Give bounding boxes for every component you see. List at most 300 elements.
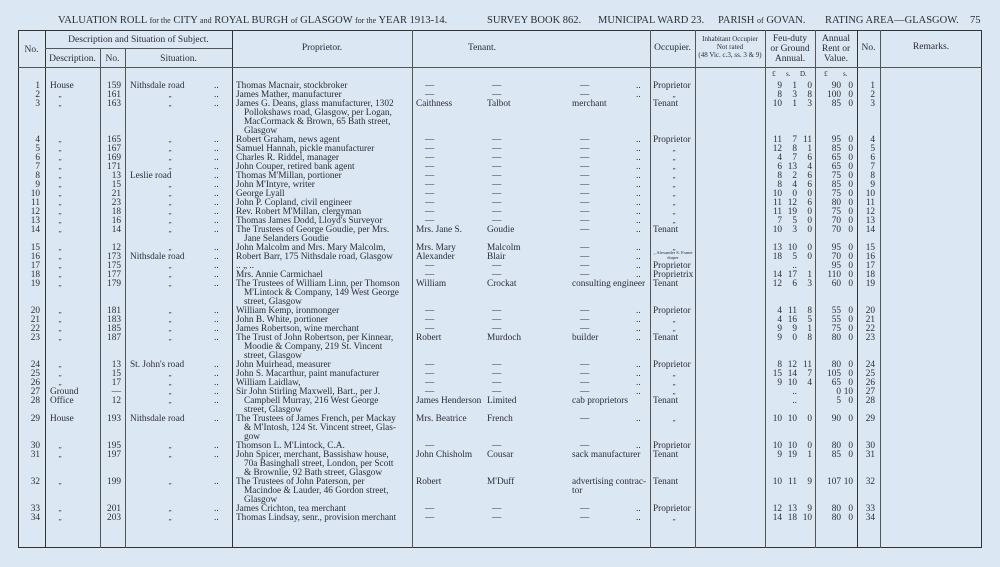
- leader-dots: ..: [214, 225, 219, 235]
- row-number-right: 3: [870, 99, 875, 109]
- description: „: [58, 100, 62, 108]
- tenant-surname: —: [492, 378, 502, 388]
- tenant-occupation: —: [580, 513, 590, 523]
- title-text: for the: [149, 16, 171, 25]
- description: „: [58, 253, 62, 261]
- annual-pounds: 105: [827, 369, 841, 379]
- occupier: Tenant: [653, 396, 679, 406]
- annual-pounds: 100: [827, 90, 841, 100]
- occupier: „: [672, 379, 676, 387]
- row-number: 27: [30, 387, 40, 397]
- row-number: 10: [30, 189, 40, 199]
- row-number: 33: [30, 504, 40, 514]
- tenant-surname: Murdoch: [487, 333, 522, 343]
- description: „: [58, 262, 62, 270]
- occupier: „: [672, 217, 676, 225]
- tenant-first-name: Mrs. Mary: [416, 243, 456, 253]
- situation: „: [168, 181, 172, 189]
- parish-text: PARISH: [718, 15, 755, 26]
- annual-pounds: 75: [831, 324, 841, 334]
- leader-dots: ..: [214, 369, 219, 379]
- house-number: 179: [107, 279, 121, 289]
- description: „: [58, 226, 62, 234]
- leader-dots: ..: [636, 441, 641, 451]
- tenant-surname: —: [492, 198, 502, 208]
- tenant-surname: —: [492, 315, 502, 325]
- feu-shillings: 5: [792, 252, 797, 262]
- parish-text: of: [757, 16, 764, 25]
- leader-dots: ..: [214, 306, 219, 316]
- annual-shillings: 0: [848, 135, 853, 145]
- row-number-right: 7: [870, 162, 875, 172]
- tenant-first-name: —: [425, 504, 435, 514]
- feu-shillings: ..: [792, 387, 797, 397]
- occupier: „: [672, 244, 676, 252]
- house-number: 161: [107, 90, 121, 100]
- house-number: 193: [107, 414, 121, 424]
- feu-pounds: 9: [777, 450, 782, 460]
- occupier: „: [672, 91, 676, 99]
- tenant-surname: —: [492, 324, 502, 334]
- title-text: CITY: [173, 15, 198, 26]
- description: „: [58, 316, 62, 324]
- proprietor: James Crichton, tea merchant: [236, 504, 346, 514]
- row-number: 2: [35, 90, 40, 100]
- table-row: [0, 397, 1000, 415]
- row-number: 9: [35, 180, 40, 190]
- occupier: „: [672, 172, 676, 180]
- row-number: 12: [30, 207, 40, 217]
- annual-pounds: 90: [831, 414, 841, 424]
- house-number: 17: [111, 378, 121, 388]
- house-number: 12: [111, 243, 121, 253]
- tenant-first-name: —: [425, 369, 435, 379]
- row-number: 15: [30, 243, 40, 253]
- house-number: 203: [107, 513, 121, 523]
- tenant-surname: Crockat: [487, 279, 517, 289]
- tenant-first-name: Caithness: [416, 99, 453, 109]
- feu-shillings: 10: [787, 243, 797, 253]
- leader-dots: ..: [636, 189, 641, 199]
- tenant-surname: —: [492, 207, 502, 217]
- feu-shillings: 2: [792, 171, 797, 181]
- title-roll: [58, 15, 447, 26]
- annual-pounds: 60: [831, 279, 841, 289]
- tenant-surname: Talbot: [487, 99, 511, 109]
- row-number: 24: [30, 360, 40, 370]
- tenant-surname: —: [492, 189, 502, 199]
- feu-pence: 0: [807, 225, 812, 235]
- annual-pounds: 65: [831, 378, 841, 388]
- annual-shillings: 0: [848, 369, 853, 379]
- feu-shillings: 0: [792, 333, 797, 343]
- situation: „: [168, 442, 172, 450]
- feu-pounds: 12: [772, 504, 782, 514]
- row-number-right: 8: [870, 171, 875, 181]
- feu-shillings: 17: [787, 270, 797, 280]
- row-number-right: 5: [870, 144, 875, 154]
- annual-pounds: 75: [831, 171, 841, 181]
- feu-pence: 0: [807, 441, 812, 451]
- header-inhabitant: [695, 35, 765, 59]
- tenant-occupation: —: [580, 162, 590, 172]
- situation: „: [168, 307, 172, 315]
- tenant-surname: —: [492, 144, 502, 154]
- leader-dots: ..: [214, 153, 219, 163]
- description: „: [58, 478, 62, 486]
- proprietor: James Mather, manufacturer: [236, 90, 342, 100]
- row-number-right: 23: [865, 333, 875, 343]
- header-remarks: Remarks.: [912, 42, 950, 52]
- parish: [718, 15, 806, 26]
- proprietor: Sir John Stirling Maxwell, Bart., per J.: [236, 387, 381, 397]
- leader-dots: ..: [214, 90, 219, 100]
- feu-pence: 0: [807, 207, 812, 217]
- proprietor: James Robertson, wine merchant: [236, 324, 359, 334]
- rating-area: RATING AREA—GLASGOW.: [825, 15, 959, 26]
- tenant-first-name: —: [425, 180, 435, 190]
- feu-pence: 10: [802, 513, 812, 523]
- proprietor: The Trustees of George Goudie, per Mrs. Jane Selanders Goudie: [236, 225, 390, 244]
- leader-dots: ..: [214, 504, 219, 514]
- row-number: 32: [30, 477, 40, 487]
- feu-pounds: 4: [777, 153, 782, 163]
- row-number: 8: [35, 171, 40, 181]
- annual-shillings: 0: [848, 189, 853, 199]
- leader-dots: ..: [214, 171, 219, 181]
- situation: „: [168, 154, 172, 162]
- feu-pounds: 9: [777, 378, 782, 388]
- row-number: 20: [30, 306, 40, 316]
- annual-shillings: 0: [848, 324, 853, 334]
- header-line: Annual: [822, 34, 850, 44]
- feu-pounds: 8: [777, 360, 782, 370]
- house-number: 13: [111, 171, 121, 181]
- description: „: [58, 271, 62, 279]
- feu-shillings: 10: [787, 414, 797, 424]
- header-line: Rent or: [821, 44, 851, 54]
- house-number: 187: [107, 333, 121, 343]
- row-number: 18: [30, 270, 40, 280]
- tenant-occupation: —: [580, 360, 590, 370]
- header-line: or Ground: [770, 44, 810, 54]
- leader-dots: ..: [214, 279, 219, 289]
- leader-dots: ..: [636, 198, 641, 208]
- annual-shillings: 10: [843, 387, 853, 397]
- annual-shillings: 0: [848, 252, 853, 262]
- description: „: [58, 244, 62, 252]
- description: „: [58, 217, 62, 225]
- leader-dots: ..: [214, 252, 219, 262]
- leader-dots: ..: [214, 162, 219, 172]
- row-number: 21: [30, 315, 40, 325]
- tenant-surname: —: [492, 216, 502, 226]
- table-row: [0, 100, 1000, 136]
- situation: Nithsdale road: [130, 81, 185, 91]
- house-number: 23: [111, 198, 121, 208]
- leader-dots: ..: [214, 198, 219, 208]
- row-number-right: 1: [870, 81, 875, 91]
- row-number-right: 19: [865, 279, 875, 289]
- description: „: [58, 379, 62, 387]
- row-number-right: 15: [865, 243, 875, 253]
- leader-dots: ..: [636, 378, 641, 388]
- header-line: Inhabitant Occupier: [702, 35, 758, 43]
- annual-pounds: 80: [831, 441, 841, 451]
- header-occupier: Occupier.: [654, 43, 691, 53]
- feu-pence: 0: [807, 216, 812, 226]
- feu-shillings: 0: [792, 189, 797, 199]
- feu-shillings: 16: [787, 315, 797, 325]
- feu-pence: 4: [807, 378, 812, 388]
- leader-dots: ..: [636, 135, 641, 145]
- occupier: Proprietrix: [653, 270, 694, 280]
- tenant-occupation: —: [580, 504, 590, 514]
- tenant-occupation: —: [580, 324, 590, 334]
- description: „: [58, 361, 62, 369]
- feu-pence: 6: [807, 153, 812, 163]
- description: „: [58, 334, 62, 342]
- proprietor: John Couper, retired bank agent: [236, 162, 355, 172]
- tenant-first-name: —: [425, 360, 435, 370]
- leader-dots: ..: [214, 315, 219, 325]
- situation: „: [168, 208, 172, 216]
- situation: „: [168, 136, 172, 144]
- tenant-first-name: —: [425, 315, 435, 325]
- row-number: 4: [35, 135, 40, 145]
- situation: „: [168, 370, 172, 378]
- feu-pounds: 10: [772, 225, 782, 235]
- house-number: 159: [107, 81, 121, 91]
- annual-pounds: 5: [836, 396, 841, 406]
- feu-pounds: 10: [772, 441, 782, 451]
- tenant-first-name: —: [425, 198, 435, 208]
- header-desc-group: Description and Situation of Subject.: [68, 35, 209, 45]
- row-number-right: 9: [870, 180, 875, 190]
- description: House: [50, 414, 74, 424]
- description: „: [58, 91, 62, 99]
- tenant-surname: —: [492, 135, 502, 145]
- row-number-right: 22: [865, 324, 875, 334]
- row-number: 13: [30, 216, 40, 226]
- tenant-surname: —: [492, 153, 502, 163]
- annual-pounds: 70: [831, 252, 841, 262]
- proprietor: Mrs. Annie Carmichael: [236, 270, 324, 280]
- tenant-first-name: —: [425, 387, 435, 397]
- situation: „: [168, 316, 172, 324]
- feu-pounds: 11: [773, 135, 782, 145]
- annual-pounds: 95: [831, 135, 841, 145]
- situation: „: [168, 451, 172, 459]
- house-number: 12: [111, 396, 121, 406]
- leader-dots: ..: [636, 315, 641, 325]
- header-rule: [18, 67, 982, 68]
- tenant-surname: Malcolm: [487, 243, 521, 253]
- occupier: Proprietor: [653, 261, 691, 271]
- tenant-occupation: —: [580, 441, 590, 451]
- situation: „: [168, 334, 172, 342]
- feu-pence: 6: [807, 198, 812, 208]
- description: „: [58, 181, 62, 189]
- tenant-surname: Goudie: [487, 225, 515, 235]
- title-text: YEAR 1913-14.: [378, 15, 448, 26]
- house-number: 163: [107, 99, 121, 109]
- title-text: and: [200, 16, 212, 25]
- description: „: [58, 280, 62, 288]
- description: „: [58, 199, 62, 207]
- tenant-occupation: —: [580, 171, 590, 181]
- tenant-first-name: —: [425, 189, 435, 199]
- annual-shillings: 0: [848, 198, 853, 208]
- tenant-surname: Limited: [487, 396, 517, 406]
- feu-pounds: 8: [777, 171, 782, 181]
- occupier: „: [672, 388, 676, 396]
- header-no-right: No.: [861, 43, 876, 53]
- annual-pounds: 80: [831, 504, 841, 514]
- feu-shillings: 10: [787, 378, 797, 388]
- leader-dots: ..: [214, 513, 219, 523]
- feu-pence: 0: [807, 252, 812, 262]
- municipal-ward: MUNICIPAL WARD 23.: [598, 15, 705, 26]
- unit-pounds: £: [824, 69, 828, 78]
- situation: „: [168, 244, 172, 252]
- feu-shillings: 3: [792, 225, 797, 235]
- situation: „: [168, 388, 172, 396]
- annual-pounds: 80: [831, 333, 841, 343]
- annual-pounds: 85: [831, 180, 841, 190]
- description: „: [58, 163, 62, 171]
- annual-shillings: 0: [848, 243, 853, 253]
- tenant-first-name: Mrs. Jane S.: [416, 225, 462, 235]
- leader-dots: ..: [636, 333, 641, 343]
- proprietor: Rev. Robert M'Millan, clergyman: [236, 207, 362, 217]
- occupier: Tenant: [653, 99, 679, 109]
- annual-shillings: 0: [848, 225, 853, 235]
- situation: „: [168, 271, 172, 279]
- occupier: Tenant: [653, 333, 679, 343]
- annual-pounds: 0: [836, 387, 841, 397]
- row-number: 1: [35, 81, 40, 91]
- situation: „: [168, 397, 172, 405]
- situation: „: [168, 163, 172, 171]
- feu-pence: 0: [807, 81, 812, 91]
- table-row: [0, 415, 1000, 442]
- header-feu-duty: [765, 34, 815, 64]
- feu-pounds: 14: [772, 270, 782, 280]
- occupier: Proprietor: [653, 306, 691, 316]
- page-number: 75: [970, 15, 981, 26]
- description: „: [58, 505, 62, 513]
- feu-pounds: 10: [772, 99, 782, 109]
- leader-dots: ..: [636, 387, 641, 397]
- leader-dots: ..: [636, 144, 641, 154]
- feu-shillings: 3: [792, 90, 797, 100]
- annual-shillings: 0: [848, 207, 853, 217]
- proprietor: Thomas Lindsay, senr., provision merchant: [236, 513, 397, 523]
- row-number-right: 21: [865, 315, 875, 325]
- row-number: 3: [35, 99, 40, 109]
- house-number: 175: [107, 261, 121, 271]
- tenant-surname: —: [492, 369, 502, 379]
- situation: „: [168, 91, 172, 99]
- tenant-first-name: Alexander: [416, 252, 455, 262]
- row-number-right: 11: [866, 198, 875, 208]
- annual-shillings: 0: [848, 153, 853, 163]
- tenant-occupation: —: [580, 369, 590, 379]
- leader-dots: ..: [636, 243, 641, 253]
- annual-shillings: 0: [848, 144, 853, 154]
- leader-dots: ..: [214, 378, 219, 388]
- table-row: [0, 280, 1000, 307]
- house-number: 199: [107, 477, 121, 487]
- row-number-right: 27: [865, 387, 875, 397]
- row-number-right: 2: [870, 90, 875, 100]
- title-text: GLASGOW: [300, 15, 353, 26]
- tenant-first-name: —: [425, 153, 435, 163]
- row-number-right: 26: [865, 378, 875, 388]
- tenant-surname: Cousar: [487, 450, 514, 460]
- leader-dots: ..: [214, 324, 219, 334]
- feu-pence: 0: [807, 414, 812, 424]
- occupier: „: [672, 325, 676, 333]
- leader-dots: ..: [636, 324, 641, 334]
- description: Ground: [50, 387, 79, 397]
- description: „: [58, 307, 62, 315]
- tenant-first-name: —: [425, 216, 435, 226]
- row-number-right: 13: [865, 216, 875, 226]
- tenant-first-name: —: [425, 144, 435, 154]
- annual-shillings: 0: [848, 450, 853, 460]
- tenant-first-name: —: [425, 90, 435, 100]
- tenant-first-name: —: [425, 306, 435, 316]
- row-number: 34: [30, 513, 40, 523]
- annual-shillings: 0: [848, 90, 853, 100]
- occupier: „: [672, 145, 676, 153]
- tenant-first-name: —: [425, 207, 435, 217]
- tenant-occupation: —: [580, 306, 590, 316]
- description: „: [58, 442, 62, 450]
- situation: „: [168, 199, 172, 207]
- tenant-occupation: —: [580, 180, 590, 190]
- feu-shillings: 11: [788, 477, 797, 487]
- proprietor: The Trustees of James French, per Mackay & M'Intosh, 124 St. Vincent street, Glas- gow: [236, 414, 397, 442]
- annual-pounds: 70: [831, 216, 841, 226]
- feu-pounds: 4: [777, 306, 782, 316]
- annual-shillings: 0: [848, 315, 853, 325]
- header-line: Value.: [823, 54, 848, 64]
- row-number-right: 32: [865, 477, 875, 487]
- leader-dots: ..: [214, 387, 219, 397]
- row-number-right: 18: [865, 270, 875, 280]
- leader-dots: ..: [214, 477, 219, 487]
- situation: „: [168, 478, 172, 486]
- situation: „: [168, 262, 172, 270]
- leader-dots: ..: [214, 441, 219, 451]
- feu-pence: 3: [807, 279, 812, 289]
- feu-shillings: 11: [788, 306, 797, 316]
- feu-pounds: 13: [772, 243, 782, 253]
- description: „: [58, 514, 62, 522]
- row-number: 16: [30, 252, 40, 262]
- leader-dots: ..: [636, 180, 641, 190]
- description: House: [50, 81, 74, 91]
- leader-dots: ..: [214, 81, 219, 91]
- feu-pence: 7: [807, 369, 812, 379]
- title-text: ROYAL BURGH: [214, 15, 289, 26]
- tenant-occupation: builder: [572, 333, 599, 343]
- proprietor: The Trustees of William Linn, per Thomson M'Lintock & Company, 149 West George street, Glasgow: [236, 279, 400, 307]
- leader-dots: ..: [636, 504, 641, 514]
